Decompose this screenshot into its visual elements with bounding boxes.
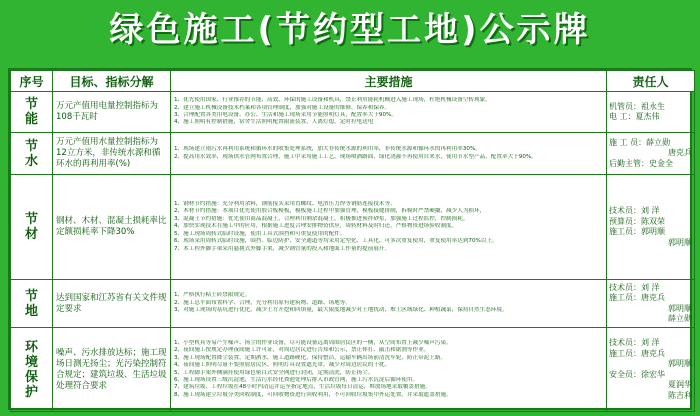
measure-item: 6、现场采用周转式临时设施，围挡、临边防护、安全通道等均采用定型化、工具化、可多次重复使用，重复使用率达到70%以上。 <box>174 238 498 245</box>
row-category <box>11 92 53 133</box>
row-responsible <box>607 133 695 175</box>
table-row <box>11 133 695 175</box>
responsible-person: 预算员：陈双荣 <box>609 216 665 226</box>
measure-item: 1、钢材节约措施：充分利用余料，钢筋接头采用直螺纹、电渣压力焊等钢筋连接技术等。 <box>174 201 396 208</box>
responsible-person: 陈吉利 <box>668 390 692 400</box>
responsible-person: 施工员：唐克兵 <box>609 293 665 302</box>
row-responsible <box>607 92 695 133</box>
measure-item: 2、施工总平面布置科学、合理，充分利用原有建筑物、道路、场地等。 <box>174 299 351 306</box>
measure-item: 5、工程脚手架外侧满挂使用绿色密目式安全网进行封闭，定期清洗，防止扬尘。 <box>174 369 374 376</box>
responsible-person: 机管员：祖永生 <box>609 101 665 111</box>
measure-item: 8、施工现场建立垃圾分类回收制度，可回收物资进行回收利用，不可回收垃圾集中外运处置，并采取遮盖措施。 <box>174 391 452 398</box>
measure-item: 4、加快实现技术在施工中的应用，根据施工进度合理安排物资供应，周转材料及时归还，严格物资进场验收制度。 <box>174 223 458 230</box>
responsible-person: 郭明顺 <box>668 359 692 368</box>
category-char: 保 <box>24 369 38 385</box>
category-char: 环 <box>24 339 38 355</box>
row-measures <box>171 280 607 328</box>
row-responsible <box>607 328 695 412</box>
category-char: 材 <box>24 227 38 242</box>
measure-item: 2、建立施工机械设备技术档案和各项管理制度，加强对施工设备的维修、保养和保养。 <box>174 104 391 111</box>
responsible-person: 后勤主管：史金全 <box>609 158 673 168</box>
measure-item: 2、夜间施工按规定办理夜间施工许可证，对周边居民进行告知和公示，禁止摔打、敲击和锯割等作业。 <box>174 347 430 354</box>
row-measures <box>171 175 607 280</box>
category-char: 护 <box>24 384 38 400</box>
measure-item: 4、施工照明有控制措施，宿舍生活照明配置限流装置，人离灯熄，定时拉电送电 <box>174 119 374 126</box>
category-char: 境 <box>24 354 38 370</box>
category-char: 节 <box>24 138 38 154</box>
responsible-person: 电 工：夏杰伟 <box>609 112 660 121</box>
category-char: 能 <box>24 112 38 127</box>
row-goal: 万元产值用水量控制指标为12立方米，非传统水源和循环水的再利用率(%) <box>53 133 171 175</box>
row-measures <box>171 328 607 412</box>
responsible-person: 郭明顺 <box>668 303 692 313</box>
measure-item: 4、夜间施工照明尽量不要照射居民区，照明灯具设置遮光罩，减少对周边居民的干扰。 <box>174 362 391 369</box>
responsible-person: 施工员：唐克兵 <box>609 348 665 358</box>
category-char: 节 <box>24 97 38 112</box>
table-row <box>11 328 695 412</box>
row-measures <box>171 92 607 133</box>
row-responsible <box>607 175 695 280</box>
header-index: 序号 <box>11 71 53 92</box>
header-goal: 目标、指标分解 <box>53 71 171 92</box>
table-row <box>11 280 695 328</box>
category-char: 节 <box>24 212 38 227</box>
row-responsible <box>607 280 695 328</box>
measure-item: 1、严格执行粘土砖禁限规定。 <box>174 292 251 299</box>
row-category <box>11 280 53 328</box>
measure-item: 5、施工现场周转式临时设施，使用工具式围挡和可重复使用的配件。 <box>174 230 346 237</box>
measure-item: 2、木材节约措施：本项目优先使用胶合板模板，模板施工过程中加强管理，模板接缝拼制，拆模时严禁硬撬，减少人为损坏， <box>174 208 486 215</box>
responsible-person: 唐克兵 <box>668 148 692 158</box>
header-row <box>11 71 695 92</box>
row-category <box>11 133 53 175</box>
measure-item: 3、对施工现场的基坑进行优化，减少土方开挖和回填量，最大限度地减少对土地扰动，堆土区域绿化、种植蔬菜，保持自然生态环境。 <box>174 307 508 314</box>
row-goal: 达到国家和江苏省有关文件规定要求 <box>53 280 171 328</box>
header-responsible: 责任人 <box>607 71 695 92</box>
responsible-person: 施工员：郭明顺 <box>609 227 665 236</box>
responsible-person: 技术员：刘 洋 <box>609 206 660 215</box>
table-row <box>11 175 695 280</box>
row-goal: 噪声、污水排放达标；施工现场日测无扬尘；光污染控制符合规定；建筑垃圾、生活垃圾处理符合要求 <box>53 328 171 412</box>
notice-table <box>10 70 695 412</box>
category-char: 地 <box>24 303 38 319</box>
category-char: 水 <box>24 153 38 169</box>
responsible-person: 施 工 员：薛立勋 <box>609 137 671 147</box>
category-char: 节 <box>24 288 38 304</box>
responsible-person: 安全员：徐宏华 <box>609 369 665 379</box>
responsible-person: 夏润华 <box>668 380 692 389</box>
measure-item: 1、小型机具等易产生噪声、扬尘的作业设备，尽可能设备远离周围居民区的一侧，从空间布置上减少噪声污染。 <box>174 339 452 346</box>
responsible-person: 薛立勋 <box>668 314 692 323</box>
responsible-person: 技术员：刘 洋 <box>609 282 660 292</box>
measure-item: 3、混凝土节约措施：优先使用商品混凝土，合理利用剩余混凝土，积极推进预拌砂浆，加强施工过程监控，控制损耗。 <box>174 215 469 222</box>
measure-item: 2、提高用水效率，现场供水管网布置合理，施工中采用施工工艺，现场喷洒路面，绿化浇灌不再使用自来水，使用节水型产品，配置率大于90%。 <box>174 153 537 160</box>
measure-item: 3、施工现场配置降尘装置，定期洒水，施工道路硬化，保持整洁，运输车辆出场前清洗车轮，防止带泥上路。 <box>174 354 447 361</box>
measure-item: 7、本工程外脚手架采用悬挑式外脚手架，减少钢管量的投入和地面工作量的提前展开。 <box>174 245 391 252</box>
row-measures <box>171 133 607 175</box>
measure-item: 3、合理配置各类用电设备，办公、生活和施工现场采用节能照明灯具，配置率大于90%。 <box>174 112 397 118</box>
row-category <box>11 328 53 412</box>
measure-item: 7、建筑垃圾、工程垃圾在48小时内清运并运至指定地点，生活垃圾每日清运，堆放场地采取覆盖措施。 <box>174 384 431 391</box>
table-row <box>11 92 695 133</box>
measure-item: 6、施工现场设置三级沉淀池，生活污水经化粪池处理后排入市政管网，施工污水沉淀后循环使用。 <box>174 376 419 383</box>
notice-table-frame <box>8 68 692 410</box>
row-category <box>11 175 53 280</box>
measure-item: 1、优先使用国家、行业推荐的节能、高效、环保的施工设备和机具，禁止利用能耗机械进入施工现场，杜绝机械设备空转现象。 <box>174 97 491 104</box>
measure-item: 1、现场建立雨污水再利用系统和循环水的收集处理系统，加大非传统水源的利用率，非传统水源和循环水的再利用率30%。 <box>174 146 481 153</box>
row-goal: 钢材、木材、混凝土损耗率比定额损耗率下降30% <box>53 175 171 280</box>
responsible-person: 技术员：刘 洋 <box>609 338 660 347</box>
responsible-person: 郭明顺 <box>668 237 692 247</box>
row-goal: 万元产值用电量控制指标为108千瓦时 <box>53 92 171 133</box>
header-measures: 主要措施 <box>171 71 607 92</box>
board-title: 绿色施工(节约型工地)公示牌 <box>109 10 591 50</box>
